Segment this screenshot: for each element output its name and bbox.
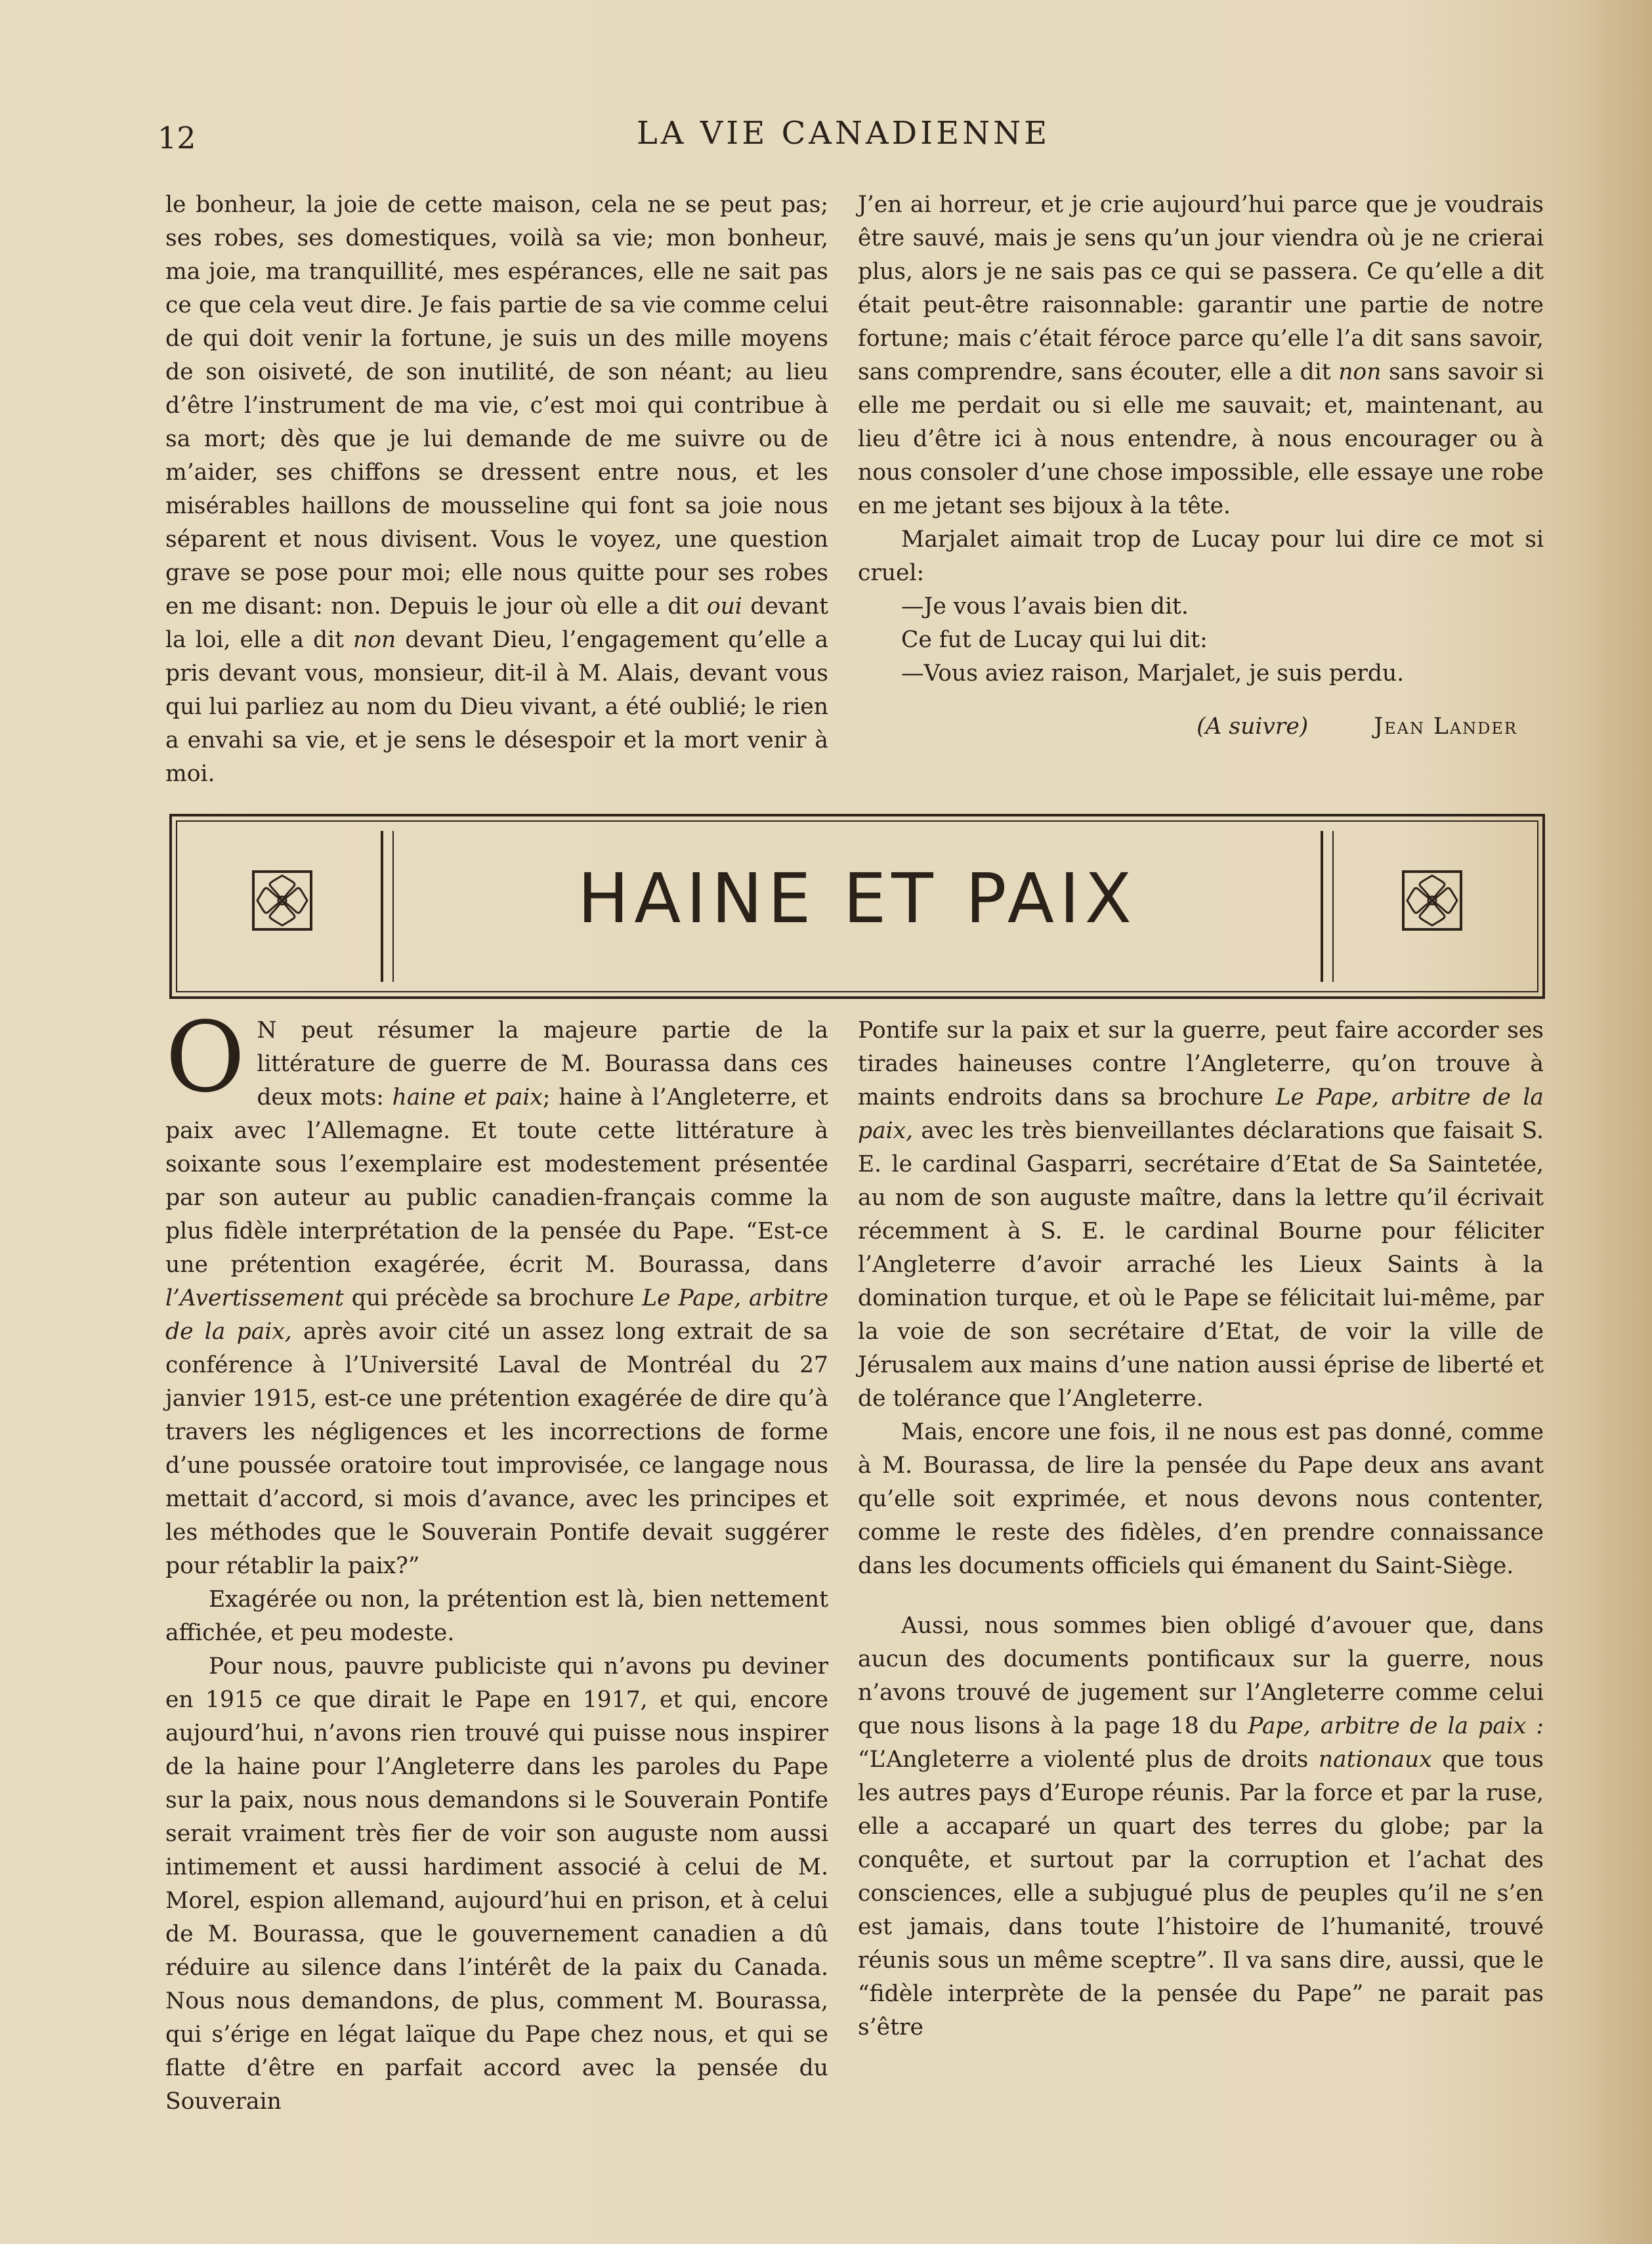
story-author: Jean Lander	[1374, 713, 1517, 740]
dialogue-line: —Vous aviez raison, Marjalet, je suis perdu.	[901, 660, 1405, 687]
article-text: “L’Angleterre a violenté plus de droits	[858, 1747, 1309, 1773]
story-column-right	[858, 188, 1544, 744]
article-title-banner	[169, 814, 1545, 999]
article-paragraph	[165, 1001, 829, 1583]
page-number: 12	[158, 120, 196, 156]
story-emphasis: oui	[706, 593, 742, 620]
quatrefoil-ornament-icon	[1399, 868, 1465, 933]
article-text: après avoir cité un assez long extrait de sa conférence à l’Université Laval de Montréal du 27 janvier 1915, est-ce une prétention exagérée de dire qu’à travers les négligences et les incorrections de forme d’une poussée oratoire tout improvisée, ce langage nous mettait d’accord, si mois d’avance, avec les principes et les méthodes que le Souverain Pontife devait suggérer pour rétablir la paix?”	[165, 1319, 828, 1579]
article-emphasis: Le Pape, arbitre de la paix,	[165, 1285, 829, 1345]
article-emphasis: Pape, arbitre de la paix :	[1248, 1713, 1544, 1739]
story-text: devant Dieu, l’engagement qu’elle a pris devant vous, monsieur, dit-il à M. Alais, devant vous qui lui parliez au nom du Dieu vivant, a été oublié; le rien a envahi sa vie, et je sens le désespoir et la mort venir à moi.	[165, 627, 829, 787]
article-text: N peut résumer la majeure partie de la littérature de guerre de M. Bourassa dans ces deux mots:	[257, 1017, 828, 1111]
article-text: avec les très bienveillantes déclarations que faisait S. E. le cardinal Gasparri, secrétaire d’Etat de Sa Saintetée, au nom de son auguste maître, dans la lettre qu’il écrivait récemment à S. E. le cardinal Bourne pour féliciter l’Angleterre d’avoir arraché les Lieux Saints à la domination turque, et où le Pape se félicitait lui-même, par la voie de son secrétaire d’Etat, de voir la ville de Jérusalem aux mains d’une nation aussi éprise de liberté et de tolérance que l’Angleterre.	[858, 1118, 1544, 1412]
story-column-left	[165, 188, 828, 791]
article-title: HAINE ET PAIX	[577, 858, 1137, 939]
page-header	[158, 115, 1529, 167]
article-column-right	[858, 1014, 1544, 2044]
story-emphasis: non	[352, 627, 396, 653]
dialogue-line: —Je vous l’avais bien dit.	[901, 593, 1189, 620]
article-text: que tous les autres pays d’Europe réunis. Par la force et par la ruse, elle a accaparé un quart des terres du globe; par la conquête, et surtout par la corruption et l’achat des consciences, elle a subjugué plus de peuples qu’il ne s’en est jamais, dans toute l’histoire de l’humanité, trouvé réunis sous un même sceptre”. Il va sans dire, aussi, que le “fidèle interprète de la pensée du Pape” ne parait pas s’être	[858, 1747, 1544, 2041]
story-paragraph: Ce fut de Lucay qui lui dit:	[901, 627, 1208, 653]
article-paragraph: Pour nous, pauvre publiciste qui n’avons pu deviner en 1915 ce que dirait le Pape en 1917, et qui, encore aujourd’hui, n’avons rien trouvé qui puisse nous inspirer de la haine pour l’Angleterre dans les paroles du Pape sur la paix, nous nous demandons si le Souverain Pontife serait vraiment très fier de voir son auguste nom aussi intimement et aussi hardiment associé à celui de M. Morel, espion allemand, aujourd’hui en prison, et à celui de M. Bourassa, que le gouvernement canadien a dû réduire au silence dans l’intérêt de la paix du Canada. Nous nous demandons, de plus, comment M. Bourassa, qui s’érige en légat laïque du Pape chez nous, et qui se flatte d’être en parfait accord avec la pensée du Souverain	[165, 1653, 828, 2115]
article-column-left	[165, 1001, 829, 2119]
story-text: devant la loi, elle a dit	[165, 593, 829, 653]
article-paragraph	[858, 1014, 1544, 1416]
article-emphasis: haine et paix	[392, 1084, 543, 1111]
story-text: sans savoir si elle me perdait ou si elle me sauvait; et, maintenant, au lieu d’être ici à nous entendre, à nous encourager ou à nous consoler d’une chose impossible, elle essaye une robe en me jetant ses bijoux à la tête.	[858, 359, 1544, 519]
article-text: qui précède sa brochure	[351, 1285, 635, 1311]
story-paragraph	[165, 188, 828, 791]
magazine-title: LA VIE CANADIENNE	[636, 115, 1051, 152]
article-paragraph	[858, 1609, 1544, 2044]
article-paragraph: Exagérée ou non, la prétention est là, bien nettement affichée, et peu modeste.	[165, 1586, 828, 1646]
story-text: le bonheur, la joie de cette maison, cela ne se peut pas; ses robes, ses domestiques, voilà sa vie; mon bonheur, ma joie, ma tranquillité, mes espérances, elle ne sait pas ce que cela veut dire. Je fais partie de sa vie comme celui de qui doit venir la fortune, je suis un des mille moyens de son oisiveté, de son inutilité, de son néant; au lieu d’être l’instrument de ma vie, c’est moi qui contribue à sa mort; dès que je lui demande de me suivre ou de m’aider, ses chiffons se dressent entre nous, et les misérables haillons de mousseline qui font sa joie nous séparent et nous divisent. Vous le voyez, une question grave se pose pour moi; elle nous quitte pour ses robes en me disant: non. Depuis le jour où elle a dit	[165, 192, 828, 620]
article-text: ; haine à l’Angleterre, et paix avec l’Allemagne. Et toute cette littérature à soixante sous l’exemplaire est modestement présentée par son auteur au public canadien-français comme la plus fidèle interprétation de la pensée du Pape. “Est-ce une prétention exagérée, écrit M. Bourassa, dans	[165, 1084, 828, 1278]
story-signature	[858, 710, 1544, 744]
article-emphasis: Le Pape, arbitre de la paix,	[858, 1084, 1544, 1144]
story-paragraph: Marjalet aimait trop de Lucay pour lui dire ce mot si cruel:	[858, 526, 1544, 586]
article-emphasis: nationaux	[1318, 1747, 1432, 1773]
article-text: Pontife sur la paix et sur la guerre, peut faire accorder ses tirades haineuses contre l’Angleterre, qu’on trouve à maints endroits dans sa brochure	[858, 1017, 1544, 1111]
drop-cap: O	[165, 1001, 245, 1114]
article-text: Aussi, nous sommes bien obligé d’avouer que, dans aucun des documents pontificaux sur la guerre, nous n’avons trouvé de jugement sur l’Angleterre comme celui que nous lisons à la page 18 du	[858, 1613, 1544, 1739]
article-emphasis: l’Avertissement	[165, 1285, 344, 1311]
to-be-continued: (A suivre)	[1197, 713, 1309, 740]
story-paragraph	[858, 188, 1544, 523]
article-paragraph: Mais, encore une fois, il ne nous est pas donné, comme à M. Bourassa, de lire la pensée du Pape deux ans avant qu’elle soit exprimée, et nous devons nous contenter, comme le reste des fidèles, d’en prendre connaissance dans les documents officiels qui émanent du Saint-Siège.	[858, 1419, 1544, 1579]
story-emphasis: non	[1338, 359, 1382, 385]
story-text: J’en ai horreur, et je crie aujourd’hui parce que je voudrais être sauvé, mais je sens qu’un jour viendra où je ne crierai plus, alors je ne sais pas ce qui se passera. Ce qu’elle a dit était peut-être raisonnable: garantir une partie de notre fortune; mais c’était féroce parce qu’elle l’a dit sans savoir, sans comprendre, sans écouter, elle a dit	[858, 192, 1544, 385]
